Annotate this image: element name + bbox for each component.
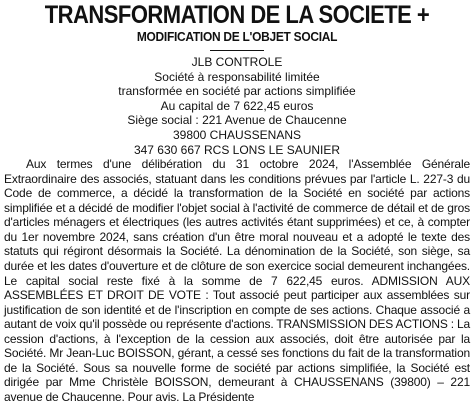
notice-title: TRANSFORMATION DE LA SOCIETE + bbox=[44, 1, 430, 29]
company-transformation: transformée en société par actions simplifiée bbox=[118, 84, 356, 99]
company-capital: Au capital de 7 622,45 euros bbox=[160, 98, 314, 113]
company-form: Société à responsabilité limitée bbox=[154, 69, 320, 84]
title-divider bbox=[210, 50, 264, 51]
company-registration: 347 630 667 RCS LONS LE SAUNIER bbox=[133, 142, 341, 157]
notice-body: Aux termes d'une délibération du 31 octobre 2024, l'Assemblée Générale Extraordinaire des associés, statuant dans les conditions prévues par l'article L. 227-3 du Code de commerce, a décidé la transformation de la Société en société par actions simplifiée et a décidé de modifier l'objet social à l'activité de commerce de détail et de gros d'articles ménagers et électriques (les autres activités étant supprimées) et ce, à compter du 1er novembre 2024, sans création d'un être moral nouveau et a adopté le texte des statuts qui régiront désormais la Société. La dénomination de la Société, son siège, sa durée et les dates d'ouverture et de clôture de son exercice social demeurent inchangées. Le capital social reste fixé à la somme de 7 622,45 euros. ADMISSION AUX ASSEMBLÉES ET DROIT DE VOTE : Tout associé peut participer aux assemblées sur justification de son identité et de l'inscription en compte de ses actions. Chaque associé a autant de voix qu'il possède ou représente d'actions. TRANSMISSION DES ACTIONS : La cession d'actions, à l'exception de la cession aux associés, doit être autorisée par la Société. Mr Jean-Luc BOISSON, gérant, a cessé ses fonctions du fait de la transformation de la Société. Sous sa nouvelle forme de société par actions simplifiée, la Société est dirigée par Mme Christèle BOISSON, demeurant à CHAUSSENANS (39800) – 221 avenue de Chaucenne. Pour avis. La Présidente bbox=[4, 157, 470, 404]
company-address: Siège social : 221 Avenue de Chaucenne bbox=[127, 113, 347, 128]
legal-notice bbox=[4, 2, 470, 404]
company-name: JLB CONTROLE bbox=[191, 55, 283, 69]
notice-subtitle: MODIFICATION DE L'OBJET SOCIAL bbox=[136, 29, 338, 44]
company-city: 39800 CHAUSSENANS bbox=[172, 127, 302, 142]
